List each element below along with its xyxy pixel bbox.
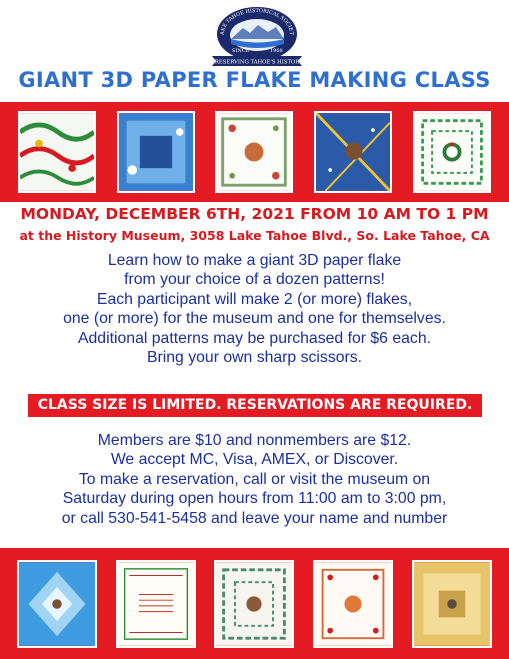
description-line: Each participant will make 2 (or more) flakes, <box>96 290 413 308</box>
description-line: from your choice of a dozen patterns! <box>124 271 385 289</box>
gold-flake-photo-icon <box>412 560 492 648</box>
description-line: Additional patterns may be purchased for $6 each. <box>77 329 432 347</box>
details-line: To make a reservation, call or visit the museum on <box>78 470 431 488</box>
logo-since: SINCE <box>232 48 250 54</box>
lake-tahoe-historical-society-logo <box>198 6 316 68</box>
description-line: Bring your own sharp scissors. <box>146 349 363 367</box>
ornament-pattern-icon <box>214 560 294 648</box>
description-line: one (or more) for the museum and one for themselves. <box>63 310 446 328</box>
logo-ribbon-text: PRESERVING TAHOE'S HISTORY <box>211 59 303 66</box>
candy-cane-pattern-icon <box>18 111 96 193</box>
blue-snowflake-pattern-icon <box>117 111 195 193</box>
details-line: We accept MC, Visa, AMEX, or Discover. <box>110 451 399 469</box>
floral-pattern-icon <box>313 560 393 648</box>
page-title: GIANT 3D PAPER FLAKE MAKING CLASS <box>18 68 491 92</box>
bird-pattern-icon <box>215 111 293 193</box>
details-line: Members are $10 and nonmembers are $12. <box>97 432 412 449</box>
reservation-notice-banner: CLASS SIZE IS LIMITED. RESERVATIONS ARE REQUIRED. <box>28 394 482 417</box>
poem-border-pattern-icon <box>116 560 196 648</box>
top-pattern-band <box>0 102 509 202</box>
details-line: or call 530-541-5458 and leave your name and number <box>61 509 448 527</box>
class-description <box>0 251 509 367</box>
event-date: MONDAY, DECEMBER 6TH, 2021 FROM 10 AM TO 1 PM <box>20 205 489 223</box>
starry-night-pattern-icon <box>314 111 392 193</box>
event-venue: at the History Museum, 3058 Lake Tahoe Blvd., So. Lake Tahoe, CA <box>19 228 490 243</box>
blue-flake-photo-icon <box>17 560 97 648</box>
description-line: Learn how to make a giant 3D paper flake <box>107 252 402 269</box>
details-line: Saturday during open hours from 11:00 am to 3:00 pm, <box>62 490 447 508</box>
logo-arc-text: AKE TAHOE HISTORICAL SOCIET <box>219 7 295 36</box>
bottom-pattern-band <box>0 548 509 659</box>
pricing-and-reservation-details <box>0 431 509 528</box>
logo-year: 1968 <box>270 48 283 54</box>
wreath-pattern-icon <box>413 111 491 193</box>
